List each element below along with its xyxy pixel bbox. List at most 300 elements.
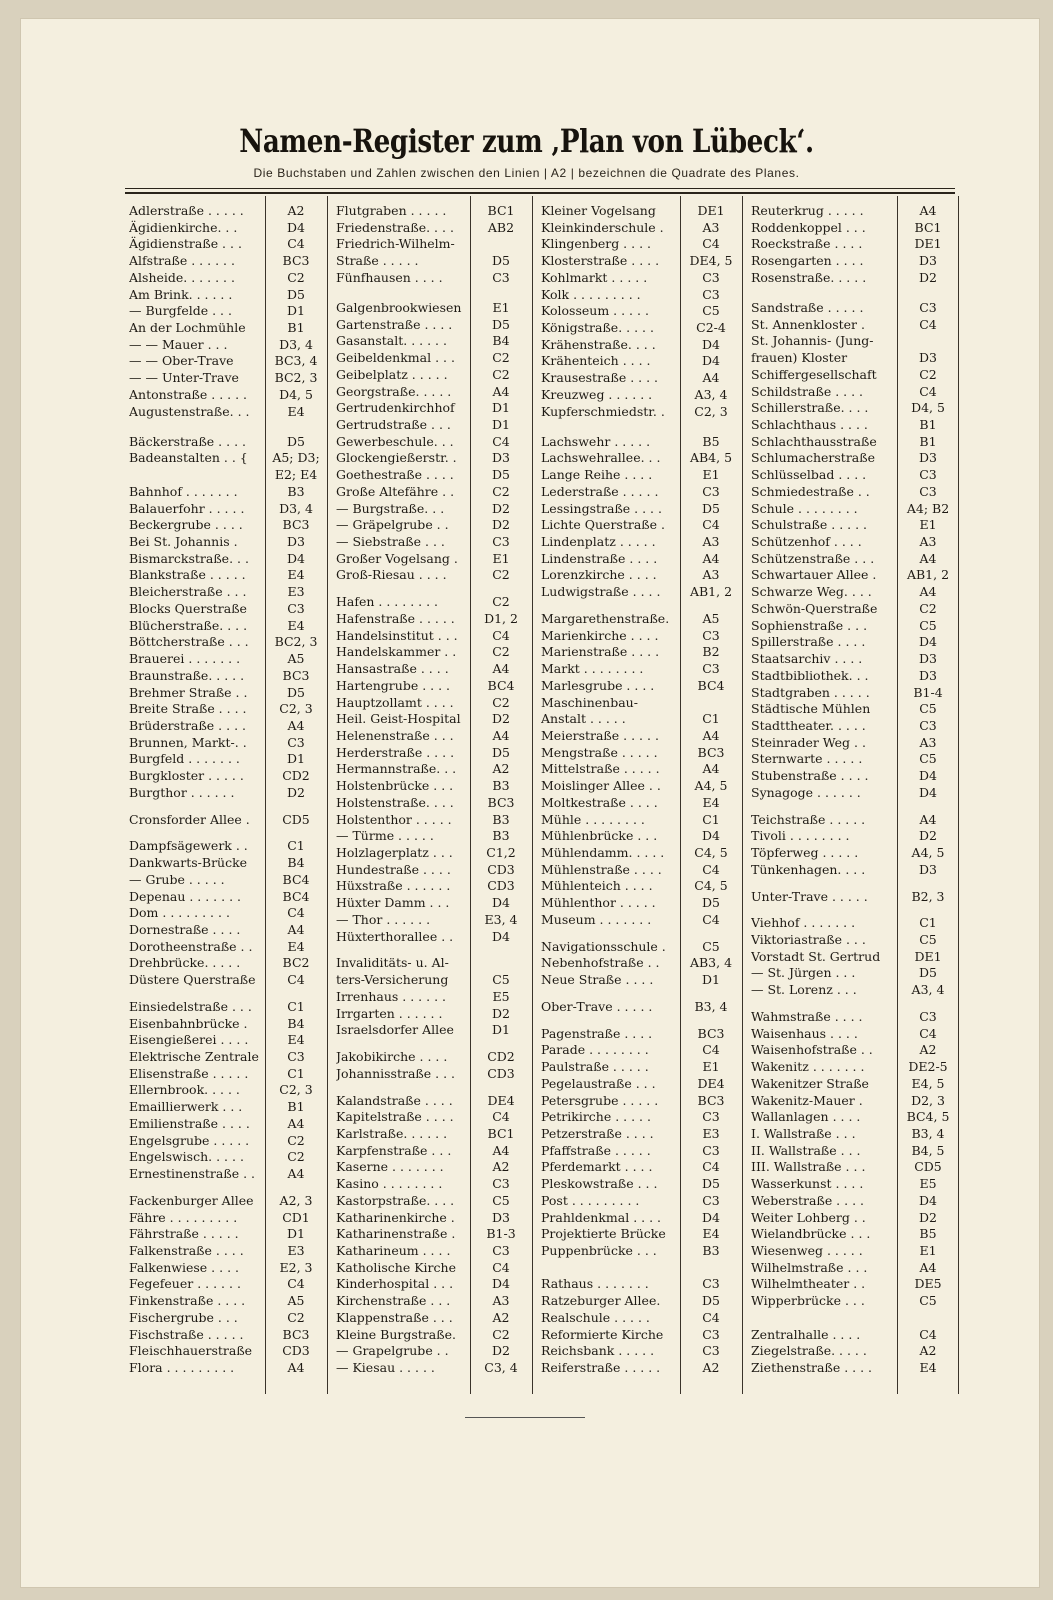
entry-name: Heil. Geist-Hospital bbox=[336, 711, 461, 727]
entry-grid-square: A2 bbox=[492, 761, 510, 777]
register-entry bbox=[751, 914, 957, 931]
register-entry bbox=[541, 744, 741, 761]
entry-grid-square: CD2 bbox=[282, 768, 310, 784]
entry-grid-square: CD3 bbox=[487, 1065, 515, 1081]
entry-name: Navigationsschule . bbox=[541, 938, 666, 954]
entry-name: Friedrich-Wilhelm- bbox=[336, 236, 455, 252]
entry-grid-square: A4 bbox=[287, 717, 305, 733]
entry-name: Mühlenthor . . . . . bbox=[541, 895, 656, 911]
entry-grid-square: A4 bbox=[702, 761, 720, 777]
entry-grid-square: C3, 4 bbox=[484, 1360, 518, 1376]
entry-grid-square: A4; B2 bbox=[906, 500, 950, 516]
entry-name: Projektierte Brücke bbox=[541, 1226, 666, 1242]
entry-name: Mittelstraße . . . . . bbox=[541, 761, 660, 777]
entry-grid-square: C4 bbox=[702, 861, 720, 877]
register-entry bbox=[541, 1025, 741, 1042]
register-entry bbox=[541, 1158, 741, 1175]
register-entry bbox=[129, 1115, 325, 1132]
register-entry bbox=[541, 760, 741, 777]
register-entry bbox=[751, 1041, 957, 1058]
entry-name: Mühle . . . . . . . . bbox=[541, 811, 645, 827]
entry-name: Lachswehr . . . . . bbox=[541, 433, 651, 449]
register-entry bbox=[751, 844, 957, 861]
entry-grid-square: C2, 3 bbox=[279, 1082, 313, 1098]
register-entry bbox=[336, 1108, 530, 1125]
entry-name: Georgstraße. . . . . bbox=[336, 383, 452, 399]
entry-name: Museum . . . . . . . bbox=[541, 911, 652, 927]
register-entry bbox=[129, 386, 325, 403]
register-entry bbox=[541, 533, 741, 550]
register-entry bbox=[751, 1342, 957, 1359]
entry-name: Schützenhof . . . . bbox=[751, 534, 862, 550]
register-entry bbox=[129, 500, 325, 517]
entry-grid-square: A3 bbox=[702, 534, 720, 550]
entry-grid-square: DE4 bbox=[697, 1075, 725, 1091]
entry-name: Irrgarten . . . . . . bbox=[336, 1005, 443, 1021]
entry-grid-square: E3 bbox=[287, 584, 305, 600]
register-entry bbox=[129, 600, 325, 617]
entry-name: Staatsarchiv . . . . bbox=[751, 651, 863, 667]
entry-grid-square: C2 bbox=[492, 594, 510, 610]
entry-name: Vorstadt St. Gertrud bbox=[751, 948, 881, 964]
entry-grid-square: C4 bbox=[492, 1259, 510, 1275]
register-entry bbox=[129, 403, 325, 420]
entry-grid-square: D1 bbox=[287, 1226, 305, 1242]
entry-grid-square: C3 bbox=[702, 286, 720, 302]
register-entry bbox=[129, 1359, 325, 1376]
register-entry bbox=[541, 694, 741, 711]
register-entry bbox=[129, 971, 325, 988]
register-entry bbox=[129, 336, 325, 353]
register-entry bbox=[336, 1065, 530, 1082]
register-entry bbox=[129, 617, 325, 634]
register-column-1 bbox=[129, 202, 325, 1394]
register-entry bbox=[751, 202, 957, 219]
register-entry bbox=[541, 352, 741, 369]
entry-grid-square: D1 bbox=[492, 417, 510, 433]
entry-grid-square: A4 bbox=[287, 1166, 305, 1182]
entry-name: Fähre . . . . . . . . . bbox=[129, 1209, 238, 1225]
register-entry bbox=[336, 811, 530, 828]
entry-name: Drehbrücke. . . . . bbox=[129, 955, 241, 971]
entry-name: Töpferweg . . . . . bbox=[751, 845, 859, 861]
entry-grid-square: C2, 3 bbox=[279, 701, 313, 717]
entry-name: Ägidienkirche. . . bbox=[129, 219, 238, 235]
entry-name: Ägidienstraße . . . bbox=[129, 236, 242, 252]
entry-name: Burgkloster . . . . . bbox=[129, 768, 244, 784]
entry-name: Elektrische Zentrale bbox=[129, 1049, 259, 1065]
register-entry bbox=[751, 888, 957, 905]
register-entry bbox=[336, 383, 530, 400]
entry-grid-square: E4 bbox=[287, 1032, 305, 1048]
entry-name: Kolk . . . . . . . . . bbox=[541, 286, 641, 302]
entry-grid-square: B5 bbox=[919, 1226, 937, 1242]
register-entry bbox=[336, 219, 530, 236]
register-entry bbox=[129, 1132, 325, 1149]
entry-grid-square: A2, 3 bbox=[279, 1192, 313, 1208]
register-entry bbox=[336, 483, 530, 500]
register-entry bbox=[336, 627, 530, 644]
entry-grid-square: C2-4 bbox=[696, 320, 726, 336]
register-entry bbox=[541, 954, 741, 971]
entry-name: Wallanlagen . . . . bbox=[751, 1109, 861, 1125]
entry-grid-square: D3 bbox=[919, 667, 937, 683]
register-entry bbox=[751, 516, 957, 533]
register-entry bbox=[129, 811, 325, 828]
entry-name: Braunstraße. . . . . bbox=[129, 667, 245, 683]
entry-grid-square: C4 bbox=[702, 1309, 720, 1325]
entry-name: Groß-Riesau . . . . bbox=[336, 567, 447, 583]
entry-grid-square: A5; D3; bbox=[272, 450, 320, 466]
entry-grid-square: A2 bbox=[919, 1343, 937, 1359]
entry-grid-square: D5 bbox=[702, 895, 720, 911]
register-entry bbox=[751, 1292, 957, 1309]
register-entry bbox=[336, 500, 530, 517]
entry-grid-square: C3 bbox=[287, 734, 305, 750]
register-entry bbox=[751, 433, 957, 450]
register-entry bbox=[336, 727, 530, 744]
entry-grid-square: C1 bbox=[919, 915, 937, 931]
entry-grid-square: A4 bbox=[919, 1259, 937, 1275]
entry-grid-square: C3 bbox=[492, 1176, 510, 1192]
entry-grid-square: D3, 4 bbox=[279, 500, 313, 516]
register-entry bbox=[751, 1175, 957, 1192]
entry-grid-square: D3 bbox=[919, 651, 937, 667]
entry-name: Blücherstraße. . . . bbox=[129, 617, 248, 633]
entry-name: — St. Jürgen . . . bbox=[751, 965, 856, 981]
entry-name: Schiffergesellschaft bbox=[751, 366, 877, 382]
entry-grid-square: C2 bbox=[492, 644, 510, 660]
register-entry bbox=[541, 466, 741, 483]
entry-name: III. Wallstraße . . . bbox=[751, 1159, 866, 1175]
entry-name: Bleicherstraße . . . bbox=[129, 584, 247, 600]
entry-grid-square: BC3 bbox=[697, 1025, 725, 1041]
register-entry bbox=[541, 269, 741, 286]
entry-name: Marlesgrube . . . . bbox=[541, 677, 655, 693]
entry-grid-square: E3 bbox=[702, 1125, 720, 1141]
entry-grid-square: D4, 5 bbox=[279, 386, 313, 402]
register-entry bbox=[541, 449, 741, 466]
entry-name: Lorenzkirche . . . . bbox=[541, 567, 657, 583]
entry-name: St. Johannis- (Jung- bbox=[751, 333, 874, 349]
entry-name: — Türme . . . . . bbox=[336, 828, 434, 844]
entry-name: Stubenstraße . . . . bbox=[751, 768, 869, 784]
entry-name: Städtische Mühlen bbox=[751, 701, 871, 717]
entry-grid-square: C4 bbox=[492, 627, 510, 643]
register-entry bbox=[336, 971, 530, 988]
register-entry bbox=[336, 694, 530, 711]
register-entry bbox=[541, 1292, 741, 1309]
entry-grid-square: E2, 3 bbox=[279, 1259, 313, 1275]
entry-grid-square: B2, 3 bbox=[911, 888, 945, 904]
register-entry bbox=[541, 677, 741, 694]
entry-grid-square: A4 bbox=[492, 661, 510, 677]
entry-name: Einsiedelstraße . . . bbox=[129, 998, 252, 1014]
entry-name: Helenenstraße . . . bbox=[336, 728, 454, 743]
register-entry bbox=[336, 643, 530, 660]
register-entry bbox=[751, 1158, 957, 1175]
entry-name: Eisengießerei . . . . bbox=[129, 1032, 249, 1048]
entry-name: Fegefeuer . . . . . . bbox=[129, 1276, 241, 1292]
register-entry bbox=[751, 1275, 957, 1292]
entry-grid-square: BC3 bbox=[697, 1092, 725, 1108]
register-entry bbox=[751, 734, 957, 751]
entry-name: Bismarckstraße. . . bbox=[129, 550, 249, 566]
register-column-4 bbox=[751, 202, 957, 1394]
register-entry bbox=[751, 811, 957, 828]
register-entry bbox=[541, 302, 741, 319]
register-entry bbox=[129, 871, 325, 888]
register-entry bbox=[541, 1058, 741, 1075]
register-entry bbox=[751, 1209, 957, 1226]
entry-grid-square: DE1 bbox=[914, 948, 942, 964]
entry-grid-square: BC4 bbox=[282, 888, 310, 904]
entry-name: Wipperbrücke . . . bbox=[751, 1293, 865, 1309]
entry-grid-square: C2 bbox=[287, 1309, 305, 1325]
bottom-rule bbox=[465, 1417, 585, 1418]
entry-grid-square: D2 bbox=[492, 517, 510, 533]
register-entry bbox=[541, 1309, 741, 1326]
register-entry bbox=[129, 286, 325, 303]
entry-name: Wakenitz-Mauer . bbox=[751, 1092, 863, 1108]
entry-grid-square: CD3 bbox=[282, 1343, 310, 1359]
entry-grid-square: A3 bbox=[492, 1293, 510, 1309]
register-entry bbox=[336, 1158, 530, 1175]
register-entry bbox=[541, 286, 741, 303]
entry-name: Katharinenstraße . bbox=[336, 1226, 456, 1242]
entry-grid-square: B1 bbox=[287, 1099, 305, 1115]
entry-grid-square: C2 bbox=[492, 483, 510, 499]
entry-name: Lessingstraße . . . . bbox=[541, 500, 662, 516]
entry-name: Realschule . . . . . bbox=[541, 1309, 650, 1325]
register-entry bbox=[129, 235, 325, 252]
entry-name: Holzlagerplatz . . . bbox=[336, 845, 453, 861]
entry-name: Lange Reihe . . . . bbox=[541, 467, 653, 483]
entry-grid-square: B1 bbox=[919, 417, 937, 433]
register-entry bbox=[336, 566, 530, 583]
register-entry bbox=[541, 583, 741, 600]
register-entry bbox=[751, 1058, 957, 1075]
entry-name: Gasanstalt. . . . . . bbox=[336, 333, 447, 349]
register-entry bbox=[336, 1125, 530, 1142]
entry-name: Kasino . . . . . . . . bbox=[336, 1176, 443, 1192]
register-entry bbox=[751, 964, 957, 981]
entry-name: Pagenstraße . . . . bbox=[541, 1025, 653, 1041]
entry-name: Kreuzweg . . . . . . bbox=[541, 386, 653, 402]
register-entry bbox=[751, 366, 957, 383]
register-entry bbox=[129, 1031, 325, 1048]
entry-grid-square: A3, 4 bbox=[694, 386, 728, 402]
entry-name: Adlerstraße . . . . . bbox=[129, 203, 244, 218]
entry-name: Pleskowstraße . . . bbox=[541, 1176, 658, 1192]
entry-name: Wilhelmtheater . . bbox=[751, 1276, 866, 1292]
register-entry bbox=[129, 1048, 325, 1065]
entry-grid-square: C3 bbox=[919, 299, 937, 315]
register-entry bbox=[336, 1175, 530, 1192]
entry-grid-square: C4 bbox=[492, 433, 510, 449]
entry-name: Tünkenhagen. . . . bbox=[751, 861, 866, 877]
entry-grid-square: C4 bbox=[492, 1109, 510, 1125]
register-entry bbox=[751, 316, 957, 333]
register-entry bbox=[541, 1342, 741, 1359]
entry-name: Finkenstraße . . . . bbox=[129, 1293, 246, 1309]
entry-name: Parade . . . . . . . . bbox=[541, 1042, 649, 1058]
entry-name: Bei St. Johannis . bbox=[129, 534, 238, 550]
entry-grid-square: D5 bbox=[702, 1293, 720, 1309]
entry-grid-square: C4, 5 bbox=[694, 845, 728, 861]
entry-grid-square: C3 bbox=[919, 483, 937, 499]
entry-name: Roeckstraße . . . . bbox=[751, 236, 863, 252]
entry-name: Schwartauer Allee . bbox=[751, 567, 877, 583]
register-entry bbox=[541, 219, 741, 236]
entry-grid-square: B2 bbox=[702, 644, 720, 660]
entry-name: II. Wallstraße . . . bbox=[751, 1142, 861, 1158]
register-entry bbox=[541, 1209, 741, 1226]
register-entry bbox=[129, 1192, 325, 1209]
entry-grid-square: C1 bbox=[287, 998, 305, 1014]
register-entry bbox=[336, 399, 530, 416]
entry-name: Augustenstraße. . . bbox=[129, 403, 250, 419]
register-entry bbox=[129, 369, 325, 386]
entry-grid-square: D5 bbox=[492, 744, 510, 760]
entry-grid-square: D4 bbox=[492, 895, 510, 911]
register-entry bbox=[541, 610, 741, 627]
column-divider bbox=[742, 196, 743, 1394]
entry-grid-square: D2 bbox=[919, 828, 937, 844]
register-entry bbox=[336, 349, 530, 366]
register-entry bbox=[336, 844, 530, 861]
register-entry bbox=[751, 349, 957, 366]
register-entry bbox=[751, 784, 957, 801]
register-entry bbox=[336, 416, 530, 433]
entry-name: Mühlenstraße . . . . bbox=[541, 861, 662, 877]
register-entry bbox=[541, 1326, 741, 1343]
entry-name: Bäckerstraße . . . . bbox=[129, 433, 246, 449]
entry-name: Breite Straße . . . . bbox=[129, 701, 247, 717]
register-entry bbox=[129, 1148, 325, 1165]
entry-name: Kupferschmiedstr. . bbox=[541, 403, 665, 419]
register-entry bbox=[336, 954, 530, 971]
entry-name: Gewerbeschule. . . bbox=[336, 433, 454, 449]
register-entry bbox=[336, 550, 530, 567]
entry-name: Holstenbrücke . . . bbox=[336, 778, 454, 794]
entry-name: Schlachthausstraße bbox=[751, 433, 877, 449]
entry-grid-square: AB1, 2 bbox=[689, 584, 733, 600]
entry-grid-square: A3, 4 bbox=[911, 982, 945, 998]
entry-grid-square: C3 bbox=[702, 1343, 720, 1359]
register-entry bbox=[751, 1259, 957, 1276]
entry-grid-square: E4, 5 bbox=[911, 1075, 945, 1091]
register-entry bbox=[129, 1209, 325, 1226]
register-entry bbox=[336, 516, 530, 533]
register-entry bbox=[129, 700, 325, 717]
entry-name: Burgthor . . . . . . bbox=[129, 784, 235, 800]
entry-name: Margarethenstraße. bbox=[541, 610, 670, 626]
entry-name: Depenau . . . . . . . bbox=[129, 888, 241, 904]
entry-grid-square: CD5 bbox=[914, 1159, 942, 1175]
entry-grid-square: D4 bbox=[287, 219, 305, 235]
register-entry bbox=[541, 1242, 741, 1259]
entry-grid-square: D4, 5 bbox=[911, 400, 945, 416]
entry-grid-square: A4, 5 bbox=[694, 778, 728, 794]
entry-grid-square: A5 bbox=[287, 1293, 305, 1309]
entry-grid-square: C4 bbox=[919, 1025, 937, 1041]
entry-name: Gartenstraße . . . . bbox=[336, 316, 453, 332]
entry-grid-square: BC4 bbox=[697, 677, 725, 693]
entry-name: Israelsdorfer Allee bbox=[336, 1022, 454, 1038]
entry-grid-square: C3 bbox=[702, 1109, 720, 1125]
entry-grid-square: DE1 bbox=[697, 203, 725, 218]
entry-name: Alfstraße . . . . . . bbox=[129, 253, 235, 269]
entry-grid-square: D2 bbox=[492, 500, 510, 516]
entry-name: Dornestraße . . . . bbox=[129, 921, 241, 937]
register-entry bbox=[541, 386, 741, 403]
entry-grid-square: A5 bbox=[287, 651, 305, 667]
entry-grid-square: BC2, 3 bbox=[274, 370, 318, 386]
entry-name: Hafenstraße . . . . . bbox=[336, 610, 455, 626]
entry-name: Markt . . . . . . . . bbox=[541, 661, 644, 677]
register-entry bbox=[129, 1275, 325, 1292]
entry-grid-square: A2 bbox=[492, 1159, 510, 1175]
entry-grid-square: A4 bbox=[919, 811, 937, 827]
register-entry bbox=[336, 1309, 530, 1326]
register-entry bbox=[129, 954, 325, 971]
register-entry bbox=[751, 219, 957, 236]
entry-name: Neue Straße . . . . bbox=[541, 972, 654, 988]
entry-grid-square: C4 bbox=[702, 911, 720, 927]
entry-name: Kirchenstraße . . . bbox=[336, 1293, 451, 1309]
register-entry bbox=[336, 299, 530, 316]
register-entry bbox=[751, 1008, 957, 1025]
register-entry bbox=[129, 449, 325, 466]
entry-grid-square: D3 bbox=[492, 450, 510, 466]
entry-grid-square: D4 bbox=[702, 1209, 720, 1225]
entry-name: Brüderstraße . . . . bbox=[129, 717, 246, 733]
entry-grid-square: E4 bbox=[702, 1226, 720, 1242]
register-entry bbox=[336, 449, 530, 466]
entry-grid-square: C3 bbox=[287, 1049, 305, 1065]
entry-grid-square: AB1, 2 bbox=[906, 567, 950, 583]
register-entry bbox=[129, 1098, 325, 1115]
entry-name: Spillerstraße . . . . bbox=[751, 634, 866, 650]
entry-grid-square: C1 bbox=[287, 838, 305, 854]
entry-grid-square: C5 bbox=[702, 303, 720, 319]
entry-name: Katharinenkirche . bbox=[336, 1209, 455, 1225]
entry-name: Falkenstraße . . . . bbox=[129, 1242, 244, 1258]
register-entry bbox=[541, 1192, 741, 1209]
register-entry bbox=[129, 1242, 325, 1259]
register-entry bbox=[336, 877, 530, 894]
entry-name: Wakenitzer Straße bbox=[751, 1075, 869, 1091]
entry-name: Schlüsselbad . . . . bbox=[751, 467, 867, 483]
entry-grid-square: C3 bbox=[702, 1276, 720, 1292]
entry-name: Wilhelmstraße . . . bbox=[751, 1259, 868, 1275]
entry-name: Holstenthor . . . . . bbox=[336, 811, 452, 827]
register-entry bbox=[541, 777, 741, 794]
entry-name: Geibeldenkmal . . . bbox=[336, 350, 455, 366]
entry-name: Blocks Querstraße bbox=[129, 600, 247, 616]
entry-name: Bahnhof . . . . . . . bbox=[129, 483, 238, 499]
entry-grid-square: B5 bbox=[702, 433, 720, 449]
entry-name: Wielandbrücke . . . bbox=[751, 1226, 871, 1242]
entry-grid-square: C1 bbox=[287, 1065, 305, 1081]
entry-name: I. Wallstraße . . . bbox=[751, 1125, 856, 1141]
entry-grid-square: D1 bbox=[287, 751, 305, 767]
entry-name: Prahldenkmal . . . . bbox=[541, 1209, 662, 1225]
entry-name: Emaillierwerk . . . bbox=[129, 1099, 243, 1115]
register-entry bbox=[751, 399, 957, 416]
entry-name: Invaliditäts- u. Al- bbox=[336, 955, 449, 971]
